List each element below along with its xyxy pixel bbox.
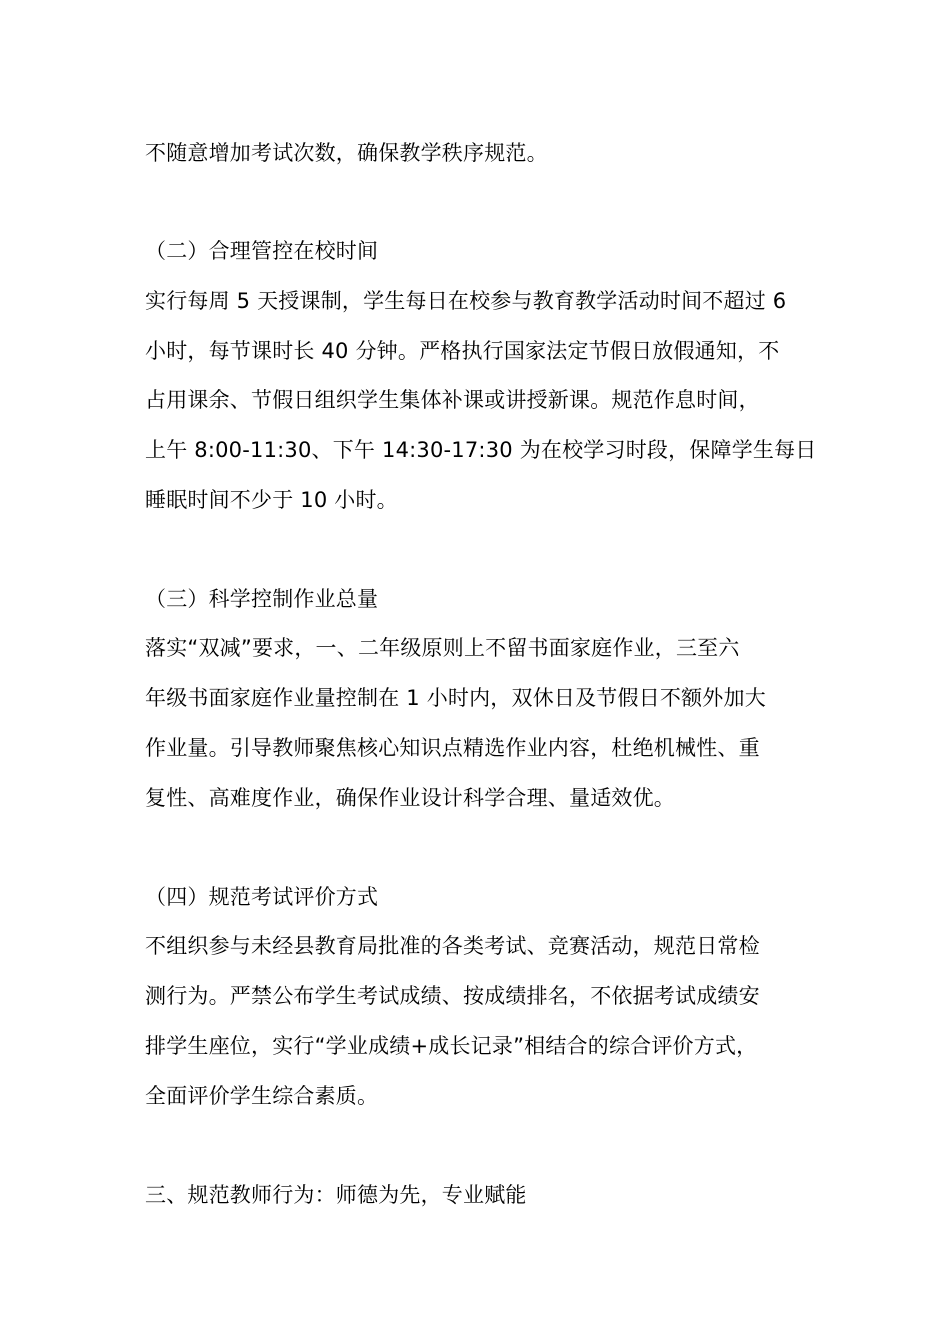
paragraph-line: 实行每周 5 天授课制，学生每日在校参与教育教学活动时间不超过 6	[145, 289, 787, 313]
paragraph-line: 全面评价学生综合素质。	[145, 1084, 379, 1108]
paragraph-line: 不组织参与未经县教育局批准的各类考试、竞赛活动，规范日常检	[145, 934, 760, 958]
paragraph-line: 测行为。严禁公布学生考试成绩、按成绩排名，不依据考试成绩安	[145, 984, 760, 1008]
paragraph-line: 小时，每节课时长 40 分钟。严格执行国家法定节假日放假通知，不	[145, 339, 780, 363]
paragraph-line: 睡眠时间不少于 10 小时。	[145, 488, 398, 512]
section-heading-3: （三）科学控制作业总量	[145, 587, 379, 611]
paragraph-line: 排学生座位，实行“学业成绩+成长记录”相结合的综合评价方式，	[145, 1034, 758, 1058]
section-heading-4: （四）规范考试评价方式	[145, 885, 379, 909]
paragraph-line: 上午 8:00-11:30、下午 14:30-17:30 为在校学习时段，保障学生每日	[145, 438, 817, 462]
paragraph-line: 作业量。引导教师聚焦核心知识点精选作业内容，杜绝机械性、重	[145, 736, 760, 760]
paragraph-line: 不随意增加考试次数，确保教学秩序规范。	[145, 141, 548, 165]
chapter-heading-3: 三、规范教师行为：师德为先，专业赋能	[145, 1183, 527, 1207]
paragraph-line: 年级书面家庭作业量控制在 1 小时内，双休日及节假日不额外加大	[145, 686, 766, 710]
paragraph-line: 落实“双减”要求，一、二年级原则上不留书面家庭作业，三至六	[145, 636, 740, 660]
paragraph-line: 占用课余、节假日组织学生集体补课或讲授新课。规范作息时间，	[145, 388, 760, 412]
section-heading-2: （二）合理管控在校时间	[145, 239, 379, 263]
paragraph-line: 复性、高难度作业，确保作业设计科学合理、量适效优。	[145, 786, 675, 810]
